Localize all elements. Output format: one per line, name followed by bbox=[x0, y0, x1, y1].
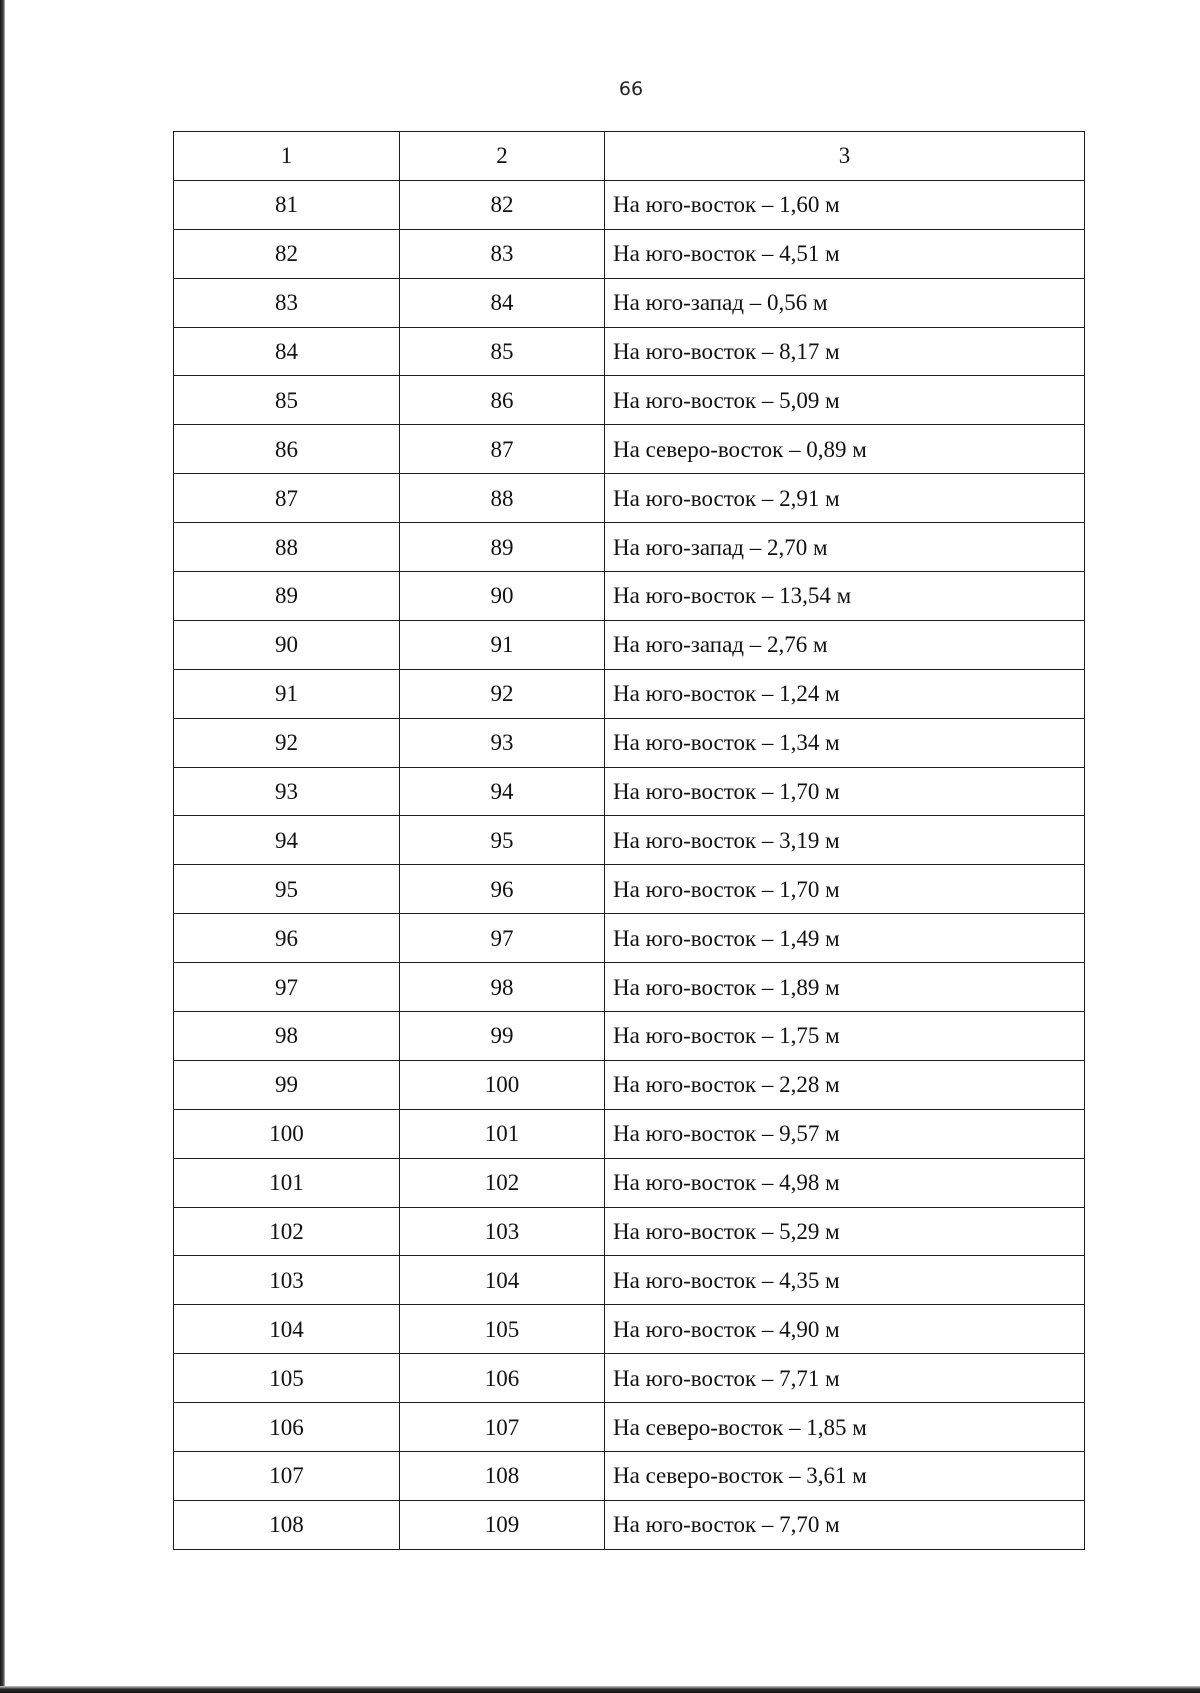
point-from-cell: 85 bbox=[174, 376, 400, 425]
page-number: 66 bbox=[618, 78, 644, 100]
point-to-cell: 96 bbox=[400, 865, 605, 914]
direction-distance-cell: На юго-восток – 4,90 м bbox=[605, 1305, 1085, 1354]
point-to-cell: 108 bbox=[400, 1452, 605, 1501]
point-from-cell: 81 bbox=[174, 180, 400, 229]
point-from-cell: 86 bbox=[174, 425, 400, 474]
table-row bbox=[174, 1500, 1085, 1549]
direction-distance-cell: На юго-восток – 4,98 м bbox=[605, 1158, 1085, 1207]
point-from-cell: 107 bbox=[174, 1452, 400, 1501]
table-row bbox=[174, 718, 1085, 767]
point-to-cell: 97 bbox=[400, 914, 605, 963]
direction-distance-cell: На юго-восток – 8,17 м bbox=[605, 327, 1085, 376]
point-to-cell: 109 bbox=[400, 1500, 605, 1549]
point-from-cell: 89 bbox=[174, 572, 400, 621]
direction-distance-cell: На юго-восток – 7,70 м bbox=[605, 1500, 1085, 1549]
point-to-cell: 83 bbox=[400, 229, 605, 278]
point-to-cell: 87 bbox=[400, 425, 605, 474]
table-row bbox=[174, 180, 1085, 229]
point-to-cell: 89 bbox=[400, 523, 605, 572]
direction-distance-cell: На юго-восток – 1,70 м bbox=[605, 865, 1085, 914]
table-row bbox=[174, 229, 1085, 278]
point-from-cell: 82 bbox=[174, 229, 400, 278]
table-header-row bbox=[174, 132, 1085, 181]
point-to-cell: 104 bbox=[400, 1256, 605, 1305]
point-from-cell: 105 bbox=[174, 1354, 400, 1403]
boundary-table bbox=[173, 131, 1085, 1550]
direction-distance-cell: На юго-восток – 1,70 м bbox=[605, 767, 1085, 816]
point-from-cell: 95 bbox=[174, 865, 400, 914]
direction-distance-cell: На юго-восток – 1,24 м bbox=[605, 669, 1085, 718]
point-from-cell: 84 bbox=[174, 327, 400, 376]
direction-distance-cell: На северо-восток – 3,61 м bbox=[605, 1452, 1085, 1501]
table-row bbox=[174, 425, 1085, 474]
direction-distance-cell: На юго-восток – 4,51 м bbox=[605, 229, 1085, 278]
scan-edge-bottom bbox=[0, 1686, 1200, 1693]
boundary-table-container bbox=[173, 131, 1084, 1550]
table-row bbox=[174, 963, 1085, 1012]
direction-distance-cell: На юго-запад – 0,56 м bbox=[605, 278, 1085, 327]
direction-distance-cell: На юго-запад – 2,76 м bbox=[605, 620, 1085, 669]
direction-distance-cell: На северо-восток – 1,85 м bbox=[605, 1403, 1085, 1452]
direction-distance-cell: На северо-восток – 0,89 м bbox=[605, 425, 1085, 474]
table-row bbox=[174, 1452, 1085, 1501]
header-col-1: 1 bbox=[174, 132, 400, 181]
point-to-cell: 101 bbox=[400, 1109, 605, 1158]
direction-distance-cell: На юго-восток – 9,57 м bbox=[605, 1109, 1085, 1158]
table-row bbox=[174, 767, 1085, 816]
table-row bbox=[174, 1256, 1085, 1305]
point-from-cell: 96 bbox=[174, 914, 400, 963]
table-row bbox=[174, 1354, 1085, 1403]
table-row bbox=[174, 816, 1085, 865]
point-from-cell: 102 bbox=[174, 1207, 400, 1256]
direction-distance-cell: На юго-запад – 2,70 м bbox=[605, 523, 1085, 572]
direction-distance-cell: На юго-восток – 3,19 м bbox=[605, 816, 1085, 865]
table-row bbox=[174, 865, 1085, 914]
direction-distance-cell: На юго-восток – 1,75 м bbox=[605, 1012, 1085, 1061]
point-to-cell: 86 bbox=[400, 376, 605, 425]
table-row bbox=[174, 1158, 1085, 1207]
point-to-cell: 102 bbox=[400, 1158, 605, 1207]
direction-distance-cell: На юго-восток – 13,54 м bbox=[605, 572, 1085, 621]
table-row bbox=[174, 376, 1085, 425]
point-to-cell: 84 bbox=[400, 278, 605, 327]
point-from-cell: 100 bbox=[174, 1109, 400, 1158]
direction-distance-cell: На юго-восток – 1,89 м bbox=[605, 963, 1085, 1012]
direction-distance-cell: На юго-восток – 4,35 м bbox=[605, 1256, 1085, 1305]
point-from-cell: 101 bbox=[174, 1158, 400, 1207]
table-row bbox=[174, 327, 1085, 376]
scan-edge-left bbox=[0, 0, 5, 1693]
point-from-cell: 93 bbox=[174, 767, 400, 816]
table-row bbox=[174, 474, 1085, 523]
point-to-cell: 93 bbox=[400, 718, 605, 767]
point-to-cell: 98 bbox=[400, 963, 605, 1012]
point-to-cell: 99 bbox=[400, 1012, 605, 1061]
header-col-2: 2 bbox=[400, 132, 605, 181]
point-from-cell: 106 bbox=[174, 1403, 400, 1452]
point-from-cell: 108 bbox=[174, 1500, 400, 1549]
direction-distance-cell: На юго-восток – 2,91 м bbox=[605, 474, 1085, 523]
point-from-cell: 104 bbox=[174, 1305, 400, 1354]
point-from-cell: 94 bbox=[174, 816, 400, 865]
point-from-cell: 91 bbox=[174, 669, 400, 718]
point-to-cell: 105 bbox=[400, 1305, 605, 1354]
point-to-cell: 82 bbox=[400, 180, 605, 229]
table-row bbox=[174, 1109, 1085, 1158]
point-from-cell: 92 bbox=[174, 718, 400, 767]
table-row bbox=[174, 1305, 1085, 1354]
point-from-cell: 87 bbox=[174, 474, 400, 523]
point-from-cell: 88 bbox=[174, 523, 400, 572]
point-from-cell: 103 bbox=[174, 1256, 400, 1305]
point-to-cell: 94 bbox=[400, 767, 605, 816]
table-row bbox=[174, 1207, 1085, 1256]
point-to-cell: 88 bbox=[400, 474, 605, 523]
point-from-cell: 99 bbox=[174, 1060, 400, 1109]
point-to-cell: 85 bbox=[400, 327, 605, 376]
table-body bbox=[174, 180, 1085, 1549]
table-row bbox=[174, 1060, 1085, 1109]
header-col-3: 3 bbox=[605, 132, 1085, 181]
table-row bbox=[174, 620, 1085, 669]
direction-distance-cell: На юго-восток – 1,60 м bbox=[605, 180, 1085, 229]
point-from-cell: 90 bbox=[174, 620, 400, 669]
point-to-cell: 107 bbox=[400, 1403, 605, 1452]
direction-distance-cell: На юго-восток – 5,29 м bbox=[605, 1207, 1085, 1256]
point-from-cell: 83 bbox=[174, 278, 400, 327]
point-to-cell: 100 bbox=[400, 1060, 605, 1109]
table-row bbox=[174, 914, 1085, 963]
direction-distance-cell: На юго-восток – 2,28 м bbox=[605, 1060, 1085, 1109]
table-row bbox=[174, 278, 1085, 327]
table-row bbox=[174, 1012, 1085, 1061]
table-row bbox=[174, 669, 1085, 718]
point-to-cell: 95 bbox=[400, 816, 605, 865]
point-from-cell: 98 bbox=[174, 1012, 400, 1061]
direction-distance-cell: На юго-восток – 5,09 м bbox=[605, 376, 1085, 425]
direction-distance-cell: На юго-восток – 7,71 м bbox=[605, 1354, 1085, 1403]
direction-distance-cell: На юго-восток – 1,49 м bbox=[605, 914, 1085, 963]
table-row bbox=[174, 1403, 1085, 1452]
table-row bbox=[174, 523, 1085, 572]
point-to-cell: 90 bbox=[400, 572, 605, 621]
point-to-cell: 91 bbox=[400, 620, 605, 669]
point-from-cell: 97 bbox=[174, 963, 400, 1012]
point-to-cell: 103 bbox=[400, 1207, 605, 1256]
table-row bbox=[174, 572, 1085, 621]
direction-distance-cell: На юго-восток – 1,34 м bbox=[605, 718, 1085, 767]
point-to-cell: 92 bbox=[400, 669, 605, 718]
point-to-cell: 106 bbox=[400, 1354, 605, 1403]
